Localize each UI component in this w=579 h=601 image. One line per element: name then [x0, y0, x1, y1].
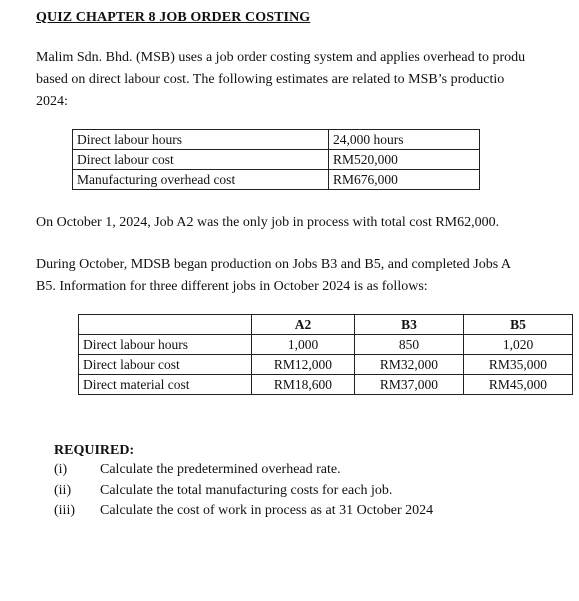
production-line-1: During October, MDSB began production on Jobs B3 and B5, and completed Jobs A	[36, 257, 512, 272]
item-text: Calculate the predetermined overhead rate.	[100, 462, 341, 477]
cell-a2: 1,000	[252, 335, 355, 355]
intro-line-1: Malim Sdn. Bhd. (MSB) uses a job order costing system and applies overhead to produ	[36, 50, 526, 65]
item-number: (i)	[54, 462, 68, 477]
production-paragraph	[36, 254, 511, 298]
header-job-a2: A2	[252, 315, 355, 335]
header-job-b5: B5	[464, 315, 573, 335]
table-row	[73, 150, 480, 170]
cell-a2: RM12,000	[252, 355, 355, 375]
item-text: Calculate the cost of work in process as at 31 October 2024	[100, 503, 434, 518]
cell-b5: 1,020	[464, 335, 573, 355]
estimate-value: RM520,000	[329, 150, 480, 170]
table-row	[79, 355, 573, 375]
estimate-label: Direct labour hours	[73, 130, 329, 150]
cell-b5: RM45,000	[464, 375, 573, 395]
estimate-label: Direct labour cost	[73, 150, 329, 170]
jobs-table	[78, 314, 573, 395]
production-line-2: B5. Information for three different jobs in October 2024 is as follows:	[36, 279, 428, 294]
table-row	[79, 335, 573, 355]
october-note: On October 1, 2024, Job A2 was the only job in process with total cost RM62,000.	[36, 215, 500, 230]
cell-a2: RM18,600	[252, 375, 355, 395]
row-label: Direct labour hours	[79, 335, 252, 355]
row-label: Direct material cost	[79, 375, 252, 395]
intro-line-3: 2024:	[36, 94, 68, 109]
header-job-b3: B3	[355, 315, 464, 335]
table-row	[79, 375, 573, 395]
estimates-table	[72, 129, 480, 190]
header-empty-cell	[79, 315, 252, 335]
estimate-value: 24,000 hours	[329, 130, 480, 150]
intro-line-2: based on direct labour cost. The following estimates are related to MSB’s productio	[36, 72, 505, 87]
intro-paragraph	[36, 47, 525, 113]
item-number: (ii)	[54, 483, 72, 498]
required-heading: REQUIRED:	[54, 443, 135, 458]
cell-b5: RM35,000	[464, 355, 573, 375]
cell-b3: 850	[355, 335, 464, 355]
cell-b3: RM32,000	[355, 355, 464, 375]
table-row	[73, 170, 480, 190]
item-number: (iii)	[54, 503, 75, 518]
cell-b3: RM37,000	[355, 375, 464, 395]
row-label: Direct labour cost	[79, 355, 252, 375]
table-header-row	[79, 315, 573, 335]
document-title: QUIZ CHAPTER 8 JOB ORDER COSTING	[36, 10, 311, 25]
estimate-label: Manufacturing overhead cost	[73, 170, 329, 190]
item-text: Calculate the total manufacturing costs for each job.	[100, 483, 393, 498]
table-row	[73, 130, 480, 150]
estimate-value: RM676,000	[329, 170, 480, 190]
